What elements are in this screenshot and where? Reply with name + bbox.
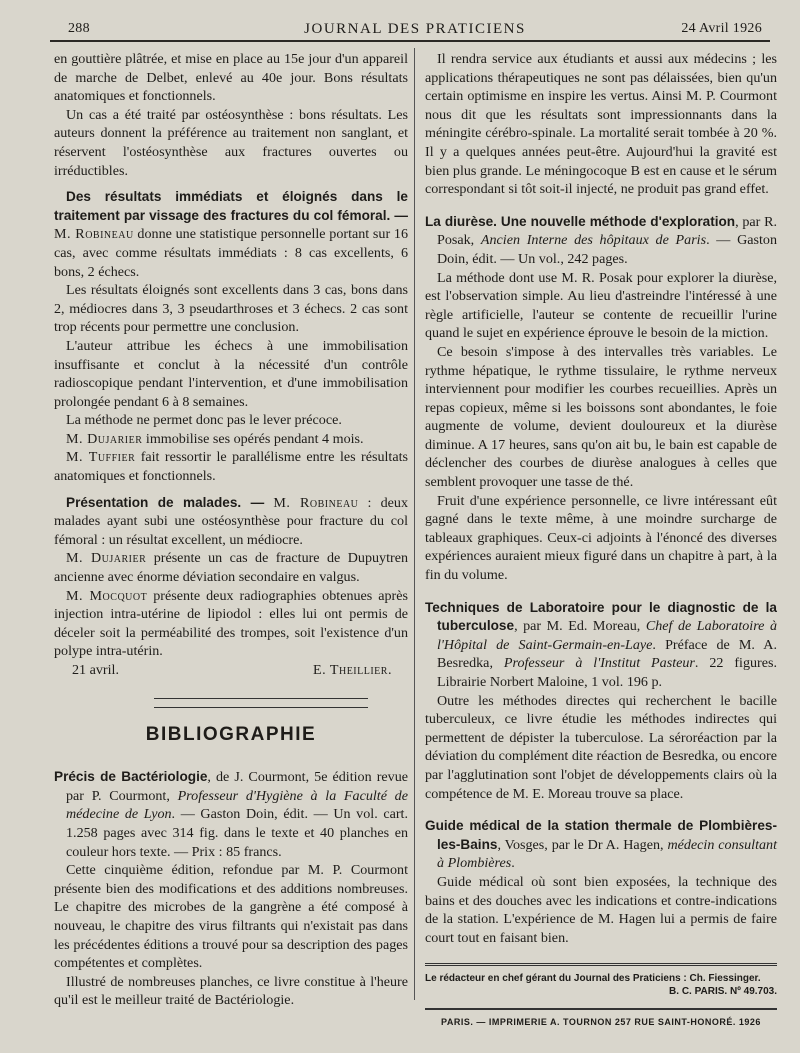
ornamental-rule [154, 698, 368, 708]
paragraph-text: donne une statistique personnelle portant sur 16 cas, avec comme résultats immédiats : 8 cas excellents, 6 bons, 2 échecs. [54, 226, 408, 280]
printer-line: PARIS. — IMPRIMERIE A. TOURNON 257 RUE SAINT-HONORÉ. 1926 [425, 1008, 777, 1029]
book-details: , par R. Posak, [437, 213, 777, 249]
right-column [425, 50, 777, 1029]
paragraph: La méthode dont use M. R. Posak pour explorer la diurèse, est l'observation simple. Au lieu d'astreindre l'intéressé à une règle artificielle, l'auteur se contente de recueillir l'urine quand le sujet en expérience éprouve le besoin de la miction. [425, 269, 777, 342]
book-entry [425, 599, 777, 692]
paragraph: Guide médical où sont bien exposées, la technique des bains et des douches avec les indications et contre-indications de la station. L'expérience de M. Hagen lui a permis de faire court tout en faisant bien. [425, 873, 777, 946]
author-name: M. Mocquot [66, 587, 148, 604]
book-title: Techniques de Laboratoire pour le diagnostic de la tuberculose [425, 599, 777, 634]
editor-line [425, 972, 777, 985]
book-details: , Vosges, par le Dr A. Hagen, [497, 836, 668, 853]
signature-date: 21 avril. [72, 662, 119, 678]
book-title: Précis de Bactériologie [54, 769, 208, 785]
signature-author: E. Theillier. [312, 662, 392, 678]
page-header [68, 17, 762, 39]
paragraph: Illustré de nombreuses planches, ce livre constitue à l'heure qu'il est le meilleur traité de Bactériologie. [54, 973, 408, 1009]
author-role: Chef de Laboratoire à l'Hôpital de Saint-Germain-en-Laye [437, 618, 777, 653]
paragraph: Ce besoin s'impose à des intervalles très variables. Le rythme hépatique, le rythme tissulaire, le rythme nerveux interviennent pour modifier les courbes recueillies. Après un repas copieux, même si les boissons sont abondantes, le foie augmente de volume, devient douloureux et la diurèse diminue. A 17 heures, sans qu'on ait bu, le bain est capable de déclencher des courbes de diurèse analogues à celles que semblent provoquer une tasse de thé. [425, 343, 777, 491]
signature-line [54, 661, 408, 680]
author-name: M. Dujarier [66, 550, 147, 567]
author-role: Professeur à l'Institut Pasteur [503, 655, 695, 672]
paragraph-text: : deux malades ayant subi une ostéosynthèse pour fracture du col fémoral : un résultat excellent, un médiocre. [54, 494, 408, 548]
paragraph: La méthode ne permet donc pas le lever précoce. [66, 412, 342, 429]
header-rule [50, 40, 770, 42]
paragraph-text: présente deux radiographies obtenues après injection intra-utérine de lipiodol : elles lui ont permis de déceler soit la perméabilité des trompes, soit l'existence d'un polype intra-utérin. [54, 587, 408, 660]
paragraph [54, 430, 408, 449]
author-role: Ancien Interne des hôpitaux de Paris [480, 232, 707, 249]
section-title: Présentation de malades. — [66, 494, 265, 510]
book-details: . 22 figures. Librairie Norbert Maloine, 1 vol. 196 p. [437, 655, 777, 690]
author-role: médecin consultant à Plombières [437, 836, 778, 872]
author-name: M. Robineau [273, 494, 359, 511]
journal-title: JOURNAL DES PRATICIENS [304, 21, 526, 37]
book-details: . — Gaston Doin, édit. — Un vol. cart. 1.258 pages avec 314 fig. dans le texte et 40 planches en couleur hors texte. — Prix : 85 francs. [66, 806, 408, 860]
page-number: 288 [68, 21, 90, 36]
paragraph [54, 549, 408, 586]
paragraph: Un cas a été traité par ostéosynthèse : bons résultats. Les auteurs donnent la préférence au traitement non sanglant, et réservent l'ostéosynthèse aux fractures ouvertes ou irréductibles. [54, 106, 408, 179]
section-title: Des résultats immédiats et éloignés dans le traitement par vissage des fractures du col fémoral. — [54, 189, 408, 223]
editor-text: Le rédacteur en chef gérant du Journal des Praticiens : Ch. Fiessinger. [425, 973, 761, 985]
paragraph-text: immobilise ses opérés pendant 4 mois. [142, 430, 364, 447]
book-details: . Préface de M. A. Besredka, [437, 636, 777, 672]
paragraph: en gouttière plâtrée, et mise en place au 15e jour d'un appareil de marche de Delbet, enlevé au 40e jour. Bons résultats anatomiques et fonctionnels. [54, 51, 408, 105]
imprint-footer [425, 972, 777, 1029]
author-name: M. Dujarier [66, 430, 143, 447]
book-entry [54, 768, 408, 861]
bibliography-heading: BIBLIOGRAPHIE [145, 723, 317, 745]
author-role: Professeur d'Hygiène à la Faculté de médecine de Lyon [66, 787, 408, 823]
book-title: La diurèse. Une nouvelle méthode d'exploration [425, 213, 736, 229]
section-robineau-vissage [54, 188, 408, 281]
issue-date: 24 Avril 1926 [681, 21, 762, 36]
column-divider [414, 48, 415, 1000]
book-title: Guide médical de la station thermale de Plombières-les-Bains [425, 818, 777, 852]
paragraph: Il rendra service aux étudiants et aussi aux médecins ; les applications thérapeutiques ne sont pas délaissées, bien qu'un certain optimisme en inspire les vertus. Ainsi M. P. Courmont nous dit que les résultats sont impressionnants dans la méningite cérébro-spinale. La mortalité serait tombée à 20 %. Il y a quelques années peut-être. Aujourd'hui la gravité est bien plus grande. Le méningocoque B est en cause et le sérum correspondant si tôt soit-il injecté, ne produit pas grand effet. [425, 51, 777, 198]
book-details: . — Gaston Doin, édit. — Un vol., 242 pages. [437, 232, 778, 267]
paragraph: Outre les méthodes directes qui recherchent le bacille tuberculeux, ce livre étudie les méthodes indirectes qui permettent de dépister la tuberculose. La séroréaction par la déviation du complément dite réaction de Besredka, ou encore par l'agglutination sont l'objet de développements clairs où la compétence de M. E. Moreau trouve sa place. [425, 692, 777, 802]
paragraph: L'auteur attribue les échecs à une immobilisation insuffisante et conclut à la nécessité d'un contrôle radioscopique pendant l'intervention, et d'une immobilisation prolongée pendant 6 à 8 semaines. [54, 337, 408, 410]
paragraph-text: fait ressortir le parallélisme entre les résultats anatomiques et fonctionnels. [54, 449, 408, 485]
paragraph: Les résultats éloignés sont excellents dans 3 cas, bons dans 2, médiocres dans 3, 3 pseudarthroses et 3 échecs. 2 cas sont trop récents pour permettre une conclusion. [54, 282, 408, 336]
book-entry [425, 817, 777, 873]
left-column [54, 50, 408, 1010]
paragraph [54, 448, 408, 485]
paragraph: Cette cinquième édition, refondue par M. P. Courmont présente bien des modifications et des additions nombreuses. Le chapitre des microbes de la gangrène a été composé à nouveau, le chapitre des virus filtrants qui n'existait pas dans les précédentes éditions a trouvé pour sa description des pages compétentes et complètes. [54, 862, 408, 972]
paragraph: Fruit d'une expérience personnelle, ce livre intéressant eût gagné dans le texte même, à une moindre surcharge de tableaux graphiques. Ceux-ci adjoints à l'énoncé des diverses expériences auraient mieux figuré dans un chapitre à part, à la fin du volume. [425, 492, 777, 584]
book-entry [425, 213, 777, 269]
section-presentation-malades [54, 494, 408, 550]
book-details: . [511, 855, 515, 872]
paragraph [54, 587, 408, 661]
paragraph-text: présente un cas de fracture de Dupuytren ancienne avec énorme déviation secondaire en valgus. [54, 550, 408, 586]
author-name: M. Robineau [54, 226, 134, 243]
book-details: , de J. Courmont, 5e édition revue par P. Courmont, [66, 769, 408, 804]
footer-rule [425, 963, 777, 966]
book-details: , par M. Ed. Moreau, [514, 618, 646, 635]
author-name: M. Tuffier [66, 449, 136, 466]
registration-line: B. C. PARIS. Nº 49.703. [669, 986, 777, 998]
